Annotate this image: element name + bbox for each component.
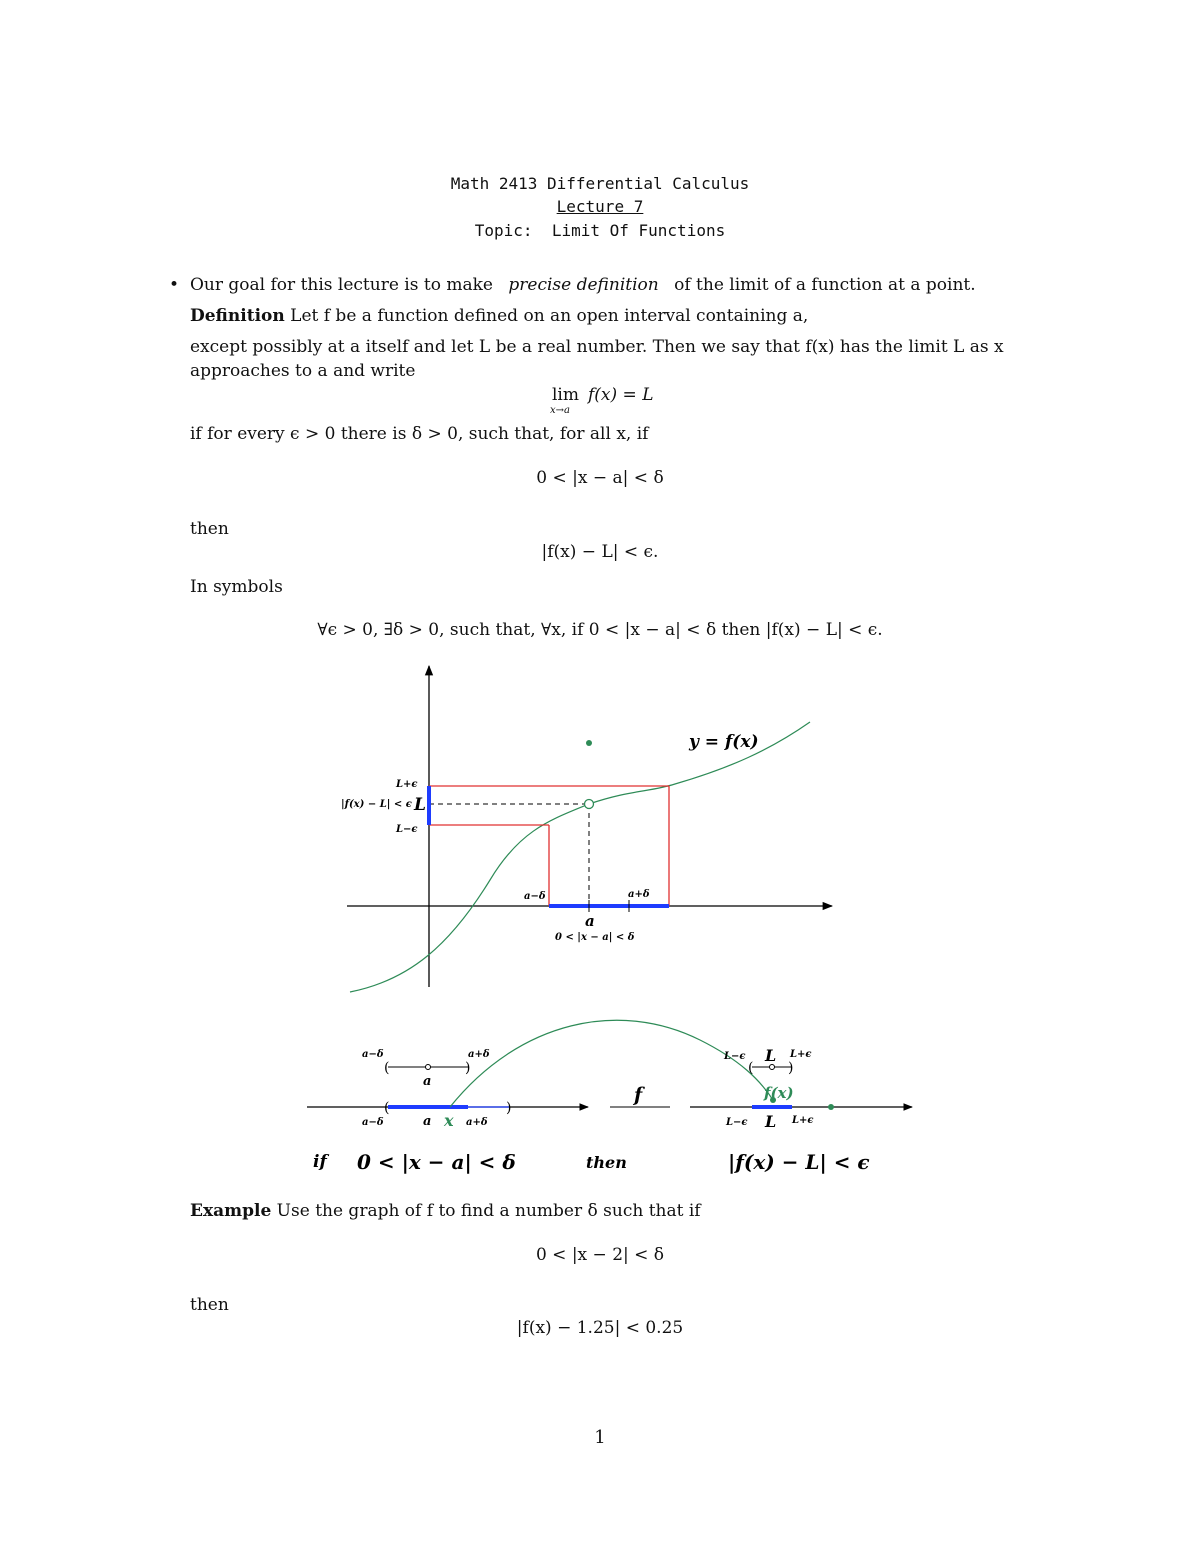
a-label: a bbox=[585, 912, 595, 930]
f-label: f bbox=[634, 1084, 643, 1106]
inequality-delta: 0 < |x − a| < δ bbox=[536, 468, 664, 488]
l-top-label: L bbox=[765, 1046, 777, 1065]
symbols-label: In symbols bbox=[190, 577, 283, 597]
lecture-title: Lecture 7 bbox=[556, 197, 644, 216]
l-bot-label: L bbox=[765, 1112, 777, 1131]
example-inequality-delta: 0 < |x − 2| < δ bbox=[535, 1245, 665, 1265]
x-point-label: x bbox=[444, 1111, 454, 1130]
curve-label: y = f(x) bbox=[689, 732, 759, 752]
condition-line: if for every ϵ > 0 there is δ > 0, such that, for all x, if bbox=[190, 424, 649, 444]
a-minus-delta-bot-label: a−δ bbox=[362, 1117, 384, 1128]
example-line bbox=[190, 1201, 701, 1221]
l-label: L bbox=[414, 795, 426, 815]
bracket-left-bot: ( bbox=[384, 1100, 390, 1116]
then-word: then bbox=[190, 519, 229, 539]
goal-emph: precise definition bbox=[508, 275, 659, 295]
definition-label: Definition bbox=[190, 306, 285, 326]
a-minus-delta-top-label: a−δ bbox=[362, 1049, 384, 1060]
l-minus-eps-bot-label: L−ϵ bbox=[726, 1117, 748, 1128]
l-plus-eps-top-label: L+ϵ bbox=[790, 1049, 812, 1060]
definition-text-1: Let f be a function defined on an open interval containing a, bbox=[290, 306, 809, 326]
bullet: • bbox=[169, 275, 180, 295]
a-plus-delta-top-label: a+δ bbox=[468, 1049, 490, 1060]
lim-subscript: x→a bbox=[550, 405, 570, 416]
page-number: 1 bbox=[594, 1427, 606, 1448]
a-top-label: a bbox=[423, 1074, 432, 1089]
lim-expression: f(x) = L bbox=[588, 385, 654, 405]
inequality-epsilon: |f(x) − L| < ϵ. bbox=[541, 542, 659, 562]
then-expression: |f(x) − L| < ϵ bbox=[728, 1150, 870, 1174]
topic-title: Topic: Limit Of Functions bbox=[474, 221, 726, 240]
top-l-point bbox=[770, 1065, 775, 1070]
top-a-point bbox=[426, 1065, 431, 1070]
then-word-graph: then bbox=[586, 1153, 627, 1172]
example-label: Example bbox=[190, 1201, 272, 1221]
example-text: Use the graph of f to find a number δ such that if bbox=[276, 1201, 701, 1221]
if-expression: 0 < |x − a| < δ bbox=[357, 1150, 516, 1174]
fx-label: f(x) bbox=[764, 1084, 794, 1102]
eps-bracket-left-top: ( bbox=[748, 1060, 754, 1076]
symbols-formula: ∀ϵ > 0, ∃δ > 0, such that, ∀x, if 0 < |x − a| < δ then |f(x) − L| < ϵ. bbox=[317, 620, 883, 640]
abs-x-label: 0 < |x − a| < δ bbox=[555, 932, 635, 943]
lim-word: lim bbox=[552, 385, 579, 405]
bracket-right-bot: ) bbox=[506, 1100, 512, 1116]
a-plus-delta-label: a+δ bbox=[628, 889, 650, 900]
l-plus-eps-bot-label: L+ϵ bbox=[792, 1115, 814, 1126]
definition-text-2: except possibly at a itself and let L be a real number. Then we say that f(x) has the limit L as x bbox=[190, 337, 1004, 357]
example-then: then bbox=[190, 1295, 229, 1315]
l-minus-eps-label: L−ϵ bbox=[396, 824, 418, 835]
example-inequality-epsilon: |f(x) − 1.25| < 0.25 bbox=[516, 1318, 684, 1338]
a-minus-delta-label: a−δ bbox=[524, 891, 546, 902]
l-plus-eps-label: L+ϵ bbox=[396, 779, 418, 790]
course-title: Math 2413 Differential Calculus bbox=[450, 174, 750, 193]
range-point bbox=[828, 1104, 834, 1110]
mapping-arc bbox=[450, 1020, 773, 1107]
a-plus-delta-bot-label: a+δ bbox=[466, 1117, 488, 1128]
bracket-left-top: ( bbox=[384, 1060, 390, 1076]
eps-bracket-right-top: ) bbox=[788, 1060, 794, 1076]
l-minus-eps-top-label: L−ϵ bbox=[724, 1051, 746, 1062]
definition-text-3: approaches to a and write bbox=[190, 361, 416, 381]
goal-pre: Our goal for this lecture is to make bbox=[190, 275, 493, 295]
a-bot-label: a bbox=[423, 1114, 432, 1129]
bracket-right-top: ) bbox=[465, 1060, 471, 1076]
goal-post: of the limit of a function at a point. bbox=[674, 275, 976, 295]
if-word: if bbox=[313, 1152, 327, 1172]
abs-fx-label: |f(x) − L| < ϵ bbox=[341, 799, 412, 810]
